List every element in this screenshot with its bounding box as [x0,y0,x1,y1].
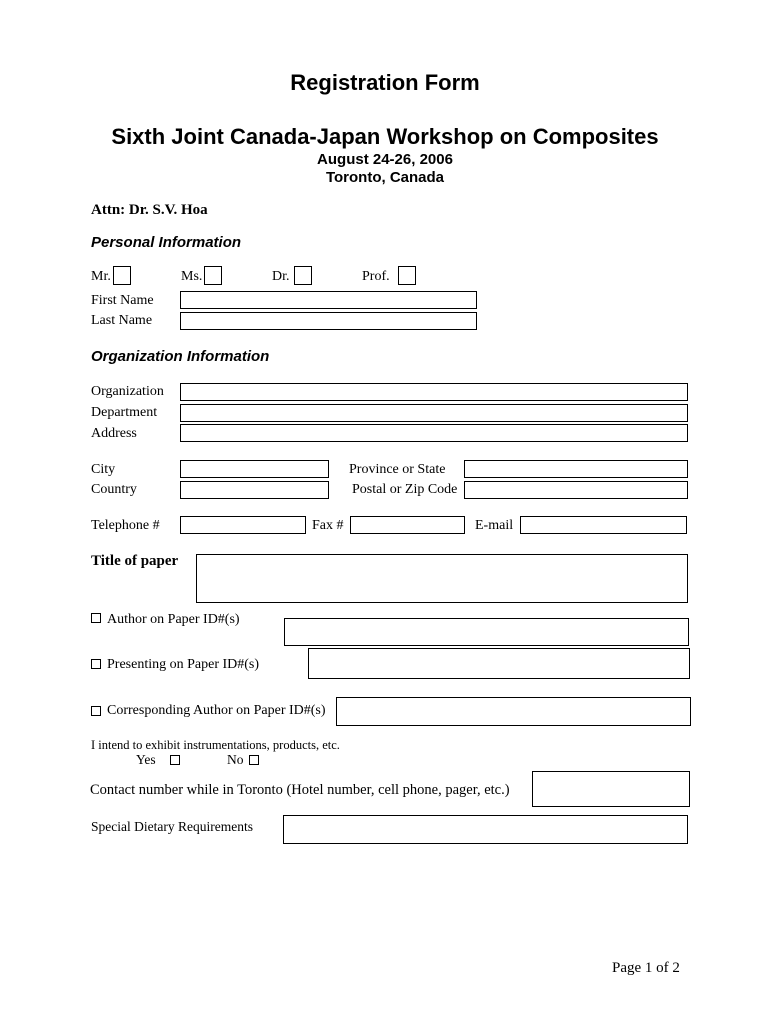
department-label: Department [91,405,158,420]
exhibit-yes-label: Yes [136,752,156,767]
email-field[interactable] [520,516,687,534]
corresponding-paper-id-field[interactable] [336,697,691,726]
presenting-paper-id-field[interactable] [308,648,690,679]
event-title: Sixth Joint Canada-Japan Workshop on Composites [111,124,659,149]
event-location: Toronto, Canada [325,169,445,186]
exhibit-no-checkbox[interactable] [249,755,259,765]
page-number: Page 1 of 2 [612,960,680,976]
title-prof-checkbox[interactable] [398,266,416,285]
telephone-label: Telephone # [91,518,160,533]
title-mr-checkbox[interactable] [113,266,131,285]
author-checkbox[interactable] [91,613,101,623]
country-label: Country [91,482,137,497]
dietary-label: Special Dietary Requirements [91,819,253,834]
title-mr-label: Mr. [91,269,111,284]
department-field[interactable] [180,404,688,422]
title-ms-checkbox[interactable] [204,266,222,285]
presenting-label: Presenting on Paper ID#(s) [107,657,260,672]
contact-label: Contact number while in Toronto (Hotel number, cell phone, pager, etc.) [90,782,510,798]
exhibit-question: I intend to exhibit instrumentations, products, etc. [91,738,340,752]
exhibit-no-label: No [227,752,244,767]
dietary-field[interactable] [283,815,688,844]
postal-field[interactable] [464,481,688,499]
fax-field[interactable] [350,516,465,534]
form-title: Registration Form [290,70,480,95]
fax-label: Fax # [312,518,344,533]
title-ms-label: Ms. [181,269,203,284]
last-name-field[interactable] [180,312,477,330]
city-label: City [91,462,116,477]
event-dates: August 24-26, 2006 [317,151,453,168]
organization-label: Organization [91,384,164,399]
title-dr-checkbox[interactable] [294,266,312,285]
personal-heading: Personal Information [91,234,242,251]
attn-line: Attn: Dr. S.V. Hoa [91,202,208,218]
address-label: Address [91,426,137,441]
corresponding-label: Corresponding Author on Paper ID#(s) [107,703,326,718]
address-field[interactable] [180,424,688,442]
author-paper-id-field[interactable] [284,618,689,646]
first-name-label: First Name [91,293,154,308]
paper-title-label: Title of paper [91,553,179,569]
title-prof-label: Prof. [362,269,390,284]
author-label: Author on Paper ID#(s) [107,612,240,627]
province-field[interactable] [464,460,688,478]
title-dr-label: Dr. [272,269,290,284]
province-label: Province or State [349,462,446,477]
first-name-field[interactable] [180,291,477,309]
email-label: E-mail [475,518,514,533]
corresponding-checkbox[interactable] [91,706,101,716]
exhibit-yes-checkbox[interactable] [170,755,180,765]
last-name-label: Last Name [91,313,153,328]
contact-number-field[interactable] [532,771,690,807]
presenting-checkbox[interactable] [91,659,101,669]
telephone-field[interactable] [180,516,306,534]
organization-field[interactable] [180,383,688,401]
country-field[interactable] [180,481,329,499]
paper-title-field[interactable] [196,554,688,603]
postal-label: Postal or Zip Code [352,482,458,497]
organization-heading: Organization Information [91,348,270,365]
city-field[interactable] [180,460,329,478]
